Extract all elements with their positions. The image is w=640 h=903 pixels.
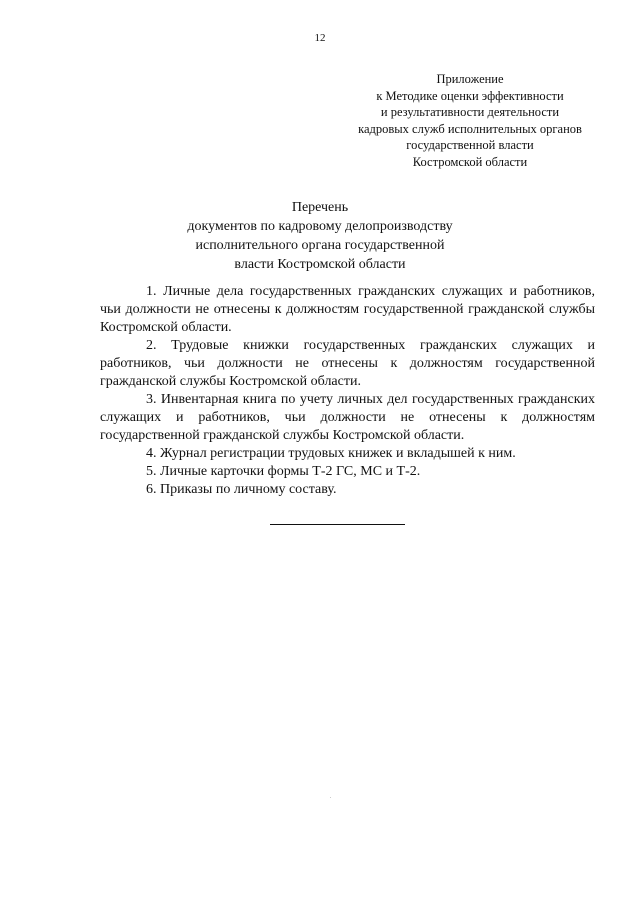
title-line: документов по кадровому делопроизводству xyxy=(187,219,453,234)
appendix-line: кадровых служб исполнительных органов xyxy=(358,121,582,136)
appendix-block xyxy=(340,71,600,170)
document-list xyxy=(100,283,595,499)
list-item: 4. Журнал регистрации трудовых книжек и вкладышей к ним. xyxy=(146,446,516,461)
document-title xyxy=(150,198,490,274)
scan-speck xyxy=(330,797,331,798)
appendix-line: государственной власти xyxy=(406,138,534,152)
list-item: 3. Инвентарная книга по учету личных дел государственных гражданских служащих и работников, чьи должности не отнесены к должностям государственной гражданской службы Костромской области. xyxy=(100,392,595,443)
appendix-line: к Методике оценки эффективности xyxy=(376,88,564,103)
list-item: 6. Приказы по личному составу. xyxy=(146,482,337,497)
appendix-line: Костромской области xyxy=(412,154,528,169)
title-line: исполнительного органа государственной xyxy=(195,238,445,253)
title-line: власти Костромской области xyxy=(234,257,406,272)
appendix-line: Приложение xyxy=(436,72,504,86)
end-divider xyxy=(270,524,405,525)
list-item: 5. Личные карточки формы Т-2 ГС, МС и Т-2. xyxy=(146,464,421,479)
page-number: 12 xyxy=(314,32,326,44)
list-item: 2. Трудовые книжки государственных гражданских служащих и работников, чьи должности не отнесены к должностям государственной гражданской службы Костромской области. xyxy=(100,338,595,389)
appendix-line: и результативности деятельности xyxy=(380,105,560,119)
list-item: 1. Личные дела государственных гражданских служащих и работников, чьи должности не отнесены к должностям государственной гражданской службы Костромской области. xyxy=(100,284,595,335)
title-line: Перечень xyxy=(291,200,349,215)
